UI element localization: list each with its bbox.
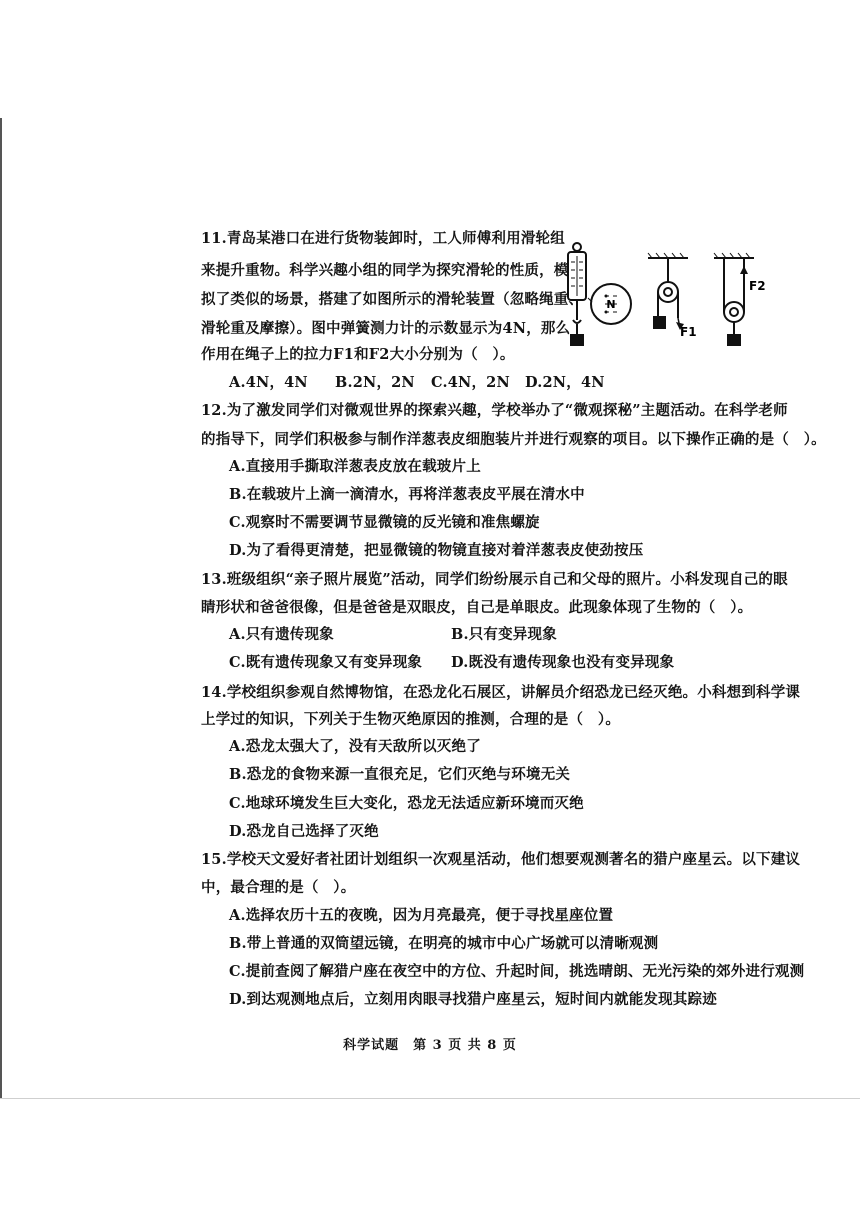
page-footer: 科学试题 第 3 页 共 8 页 xyxy=(343,1038,517,1053)
q11-line-5: 作用在绳子上的拉力F1和F2大小分别为（ ）。 xyxy=(201,346,515,363)
q13-option-a[interactable]: A.只有遗传现象 xyxy=(229,626,334,643)
dial-unit-label: N xyxy=(606,298,616,311)
q13-line-1: 13.班级组织“亲子照片展览”活动，同学们纷纷展示自己和父母的照片。小科发现自己的眼 xyxy=(201,571,788,588)
q11-line-4: 滑轮重及摩擦）。图中弹簧测力计的示数显示为4N，那么 xyxy=(201,320,571,337)
q14-line-1: 14.学校组织参观自然博物馆，在恐龙化石展区，讲解员介绍恐龙已经灭绝。小科想到科学课 xyxy=(201,684,801,701)
q14-line-2: 上学过的知识，下列关于生物灭绝原因的推测，合理的是（ ）。 xyxy=(201,711,621,728)
q12-line-1: 12.为了激发同学们对微观世界的探索兴趣，学校举办了“微观探秘”主题活动。在科学老师 xyxy=(201,402,788,419)
q11-line-3: 拟了类似的场景，搭建了如图所示的滑轮装置（忽略绳重、 xyxy=(201,291,584,308)
q15-option-d[interactable]: D.到达观测地点后，立刻用肉眼寻找猎户座星云，短时间内就能发现其踪迹 xyxy=(229,991,717,1008)
force-f1-label: F1 xyxy=(680,325,697,339)
q15-line-2: 中，最合理的是（ ）。 xyxy=(201,879,356,896)
q13-option-d[interactable]: D.既没有遗传现象也没有变异现象 xyxy=(451,654,675,671)
q15-line-1: 15.学校天文爱好者社团计划组织一次观星活动，他们想要观测著名的猎户座星云。以下建议 xyxy=(201,851,801,868)
q11-option-c[interactable]: C.4N，2N xyxy=(431,374,510,391)
q11-line-1: 11.青岛某港口在进行货物装卸时，工人师傅利用滑轮组 xyxy=(201,230,565,247)
q14-option-a[interactable]: A.恐龙太强大了，没有天敌所以灭绝了 xyxy=(229,738,481,755)
q13-option-c[interactable]: C.既有遗传现象又有变异现象 xyxy=(229,654,423,671)
q12-option-b[interactable]: B.在载玻片上滴一滴清水，再将洋葱表皮平展在清水中 xyxy=(229,486,585,503)
q13-line-2: 睛形状和爸爸很像，但是爸爸是双眼皮，自己是单眼皮。此现象体现了生物的（ ）。 xyxy=(201,599,753,616)
q12-option-c[interactable]: C.观察时不需要调节显微镜的反光镜和准焦螺旋 xyxy=(229,514,540,531)
q11-option-d[interactable]: D.2N，4N xyxy=(525,374,605,391)
q13-option-b[interactable]: B.只有变异现象 xyxy=(451,626,557,643)
pulley-figure xyxy=(556,238,776,350)
q11-option-b[interactable]: B.2N，2N xyxy=(335,374,415,391)
q12-option-a[interactable]: A.直接用手撕取洋葱表皮放在载玻片上 xyxy=(229,458,481,475)
q15-option-a[interactable]: A.选择农历十五的夜晚，因为月亮最亮，便于寻找星座位置 xyxy=(229,907,614,924)
q12-line-2: 的指导下，同学们积极参与制作洋葱表皮细胞装片并进行观察的项目。以下操作正确的是（ ）。 xyxy=(201,431,826,448)
q11-line-2: 来提升重物。科学兴趣小组的同学为探究滑轮的性质，模 xyxy=(201,262,569,279)
q11-option-a[interactable]: A.4N，4N xyxy=(229,374,308,391)
q14-option-d[interactable]: D.恐龙自己选择了灭绝 xyxy=(229,823,379,840)
force-f2-label: F2 xyxy=(749,279,766,293)
q12-option-d[interactable]: D.为了看得更清楚，把显微镜的物镜直接对着洋葱表皮使劲按压 xyxy=(229,542,644,559)
q15-option-b[interactable]: B.带上普通的双筒望远镜，在明亮的城市中心广场就可以清晰观测 xyxy=(229,935,659,952)
q14-option-b[interactable]: B.恐龙的食物来源一直很充足，它们灭绝与环境无关 xyxy=(229,766,571,783)
q14-option-c[interactable]: C.地球环境发生巨大变化，恐龙无法适应新环境而灭绝 xyxy=(229,795,584,812)
q15-option-c[interactable]: C.提前查阅了解猎户座在夜空中的方位、升起时间，挑选晴朗、无光污染的郊外进行观测 xyxy=(229,963,805,980)
